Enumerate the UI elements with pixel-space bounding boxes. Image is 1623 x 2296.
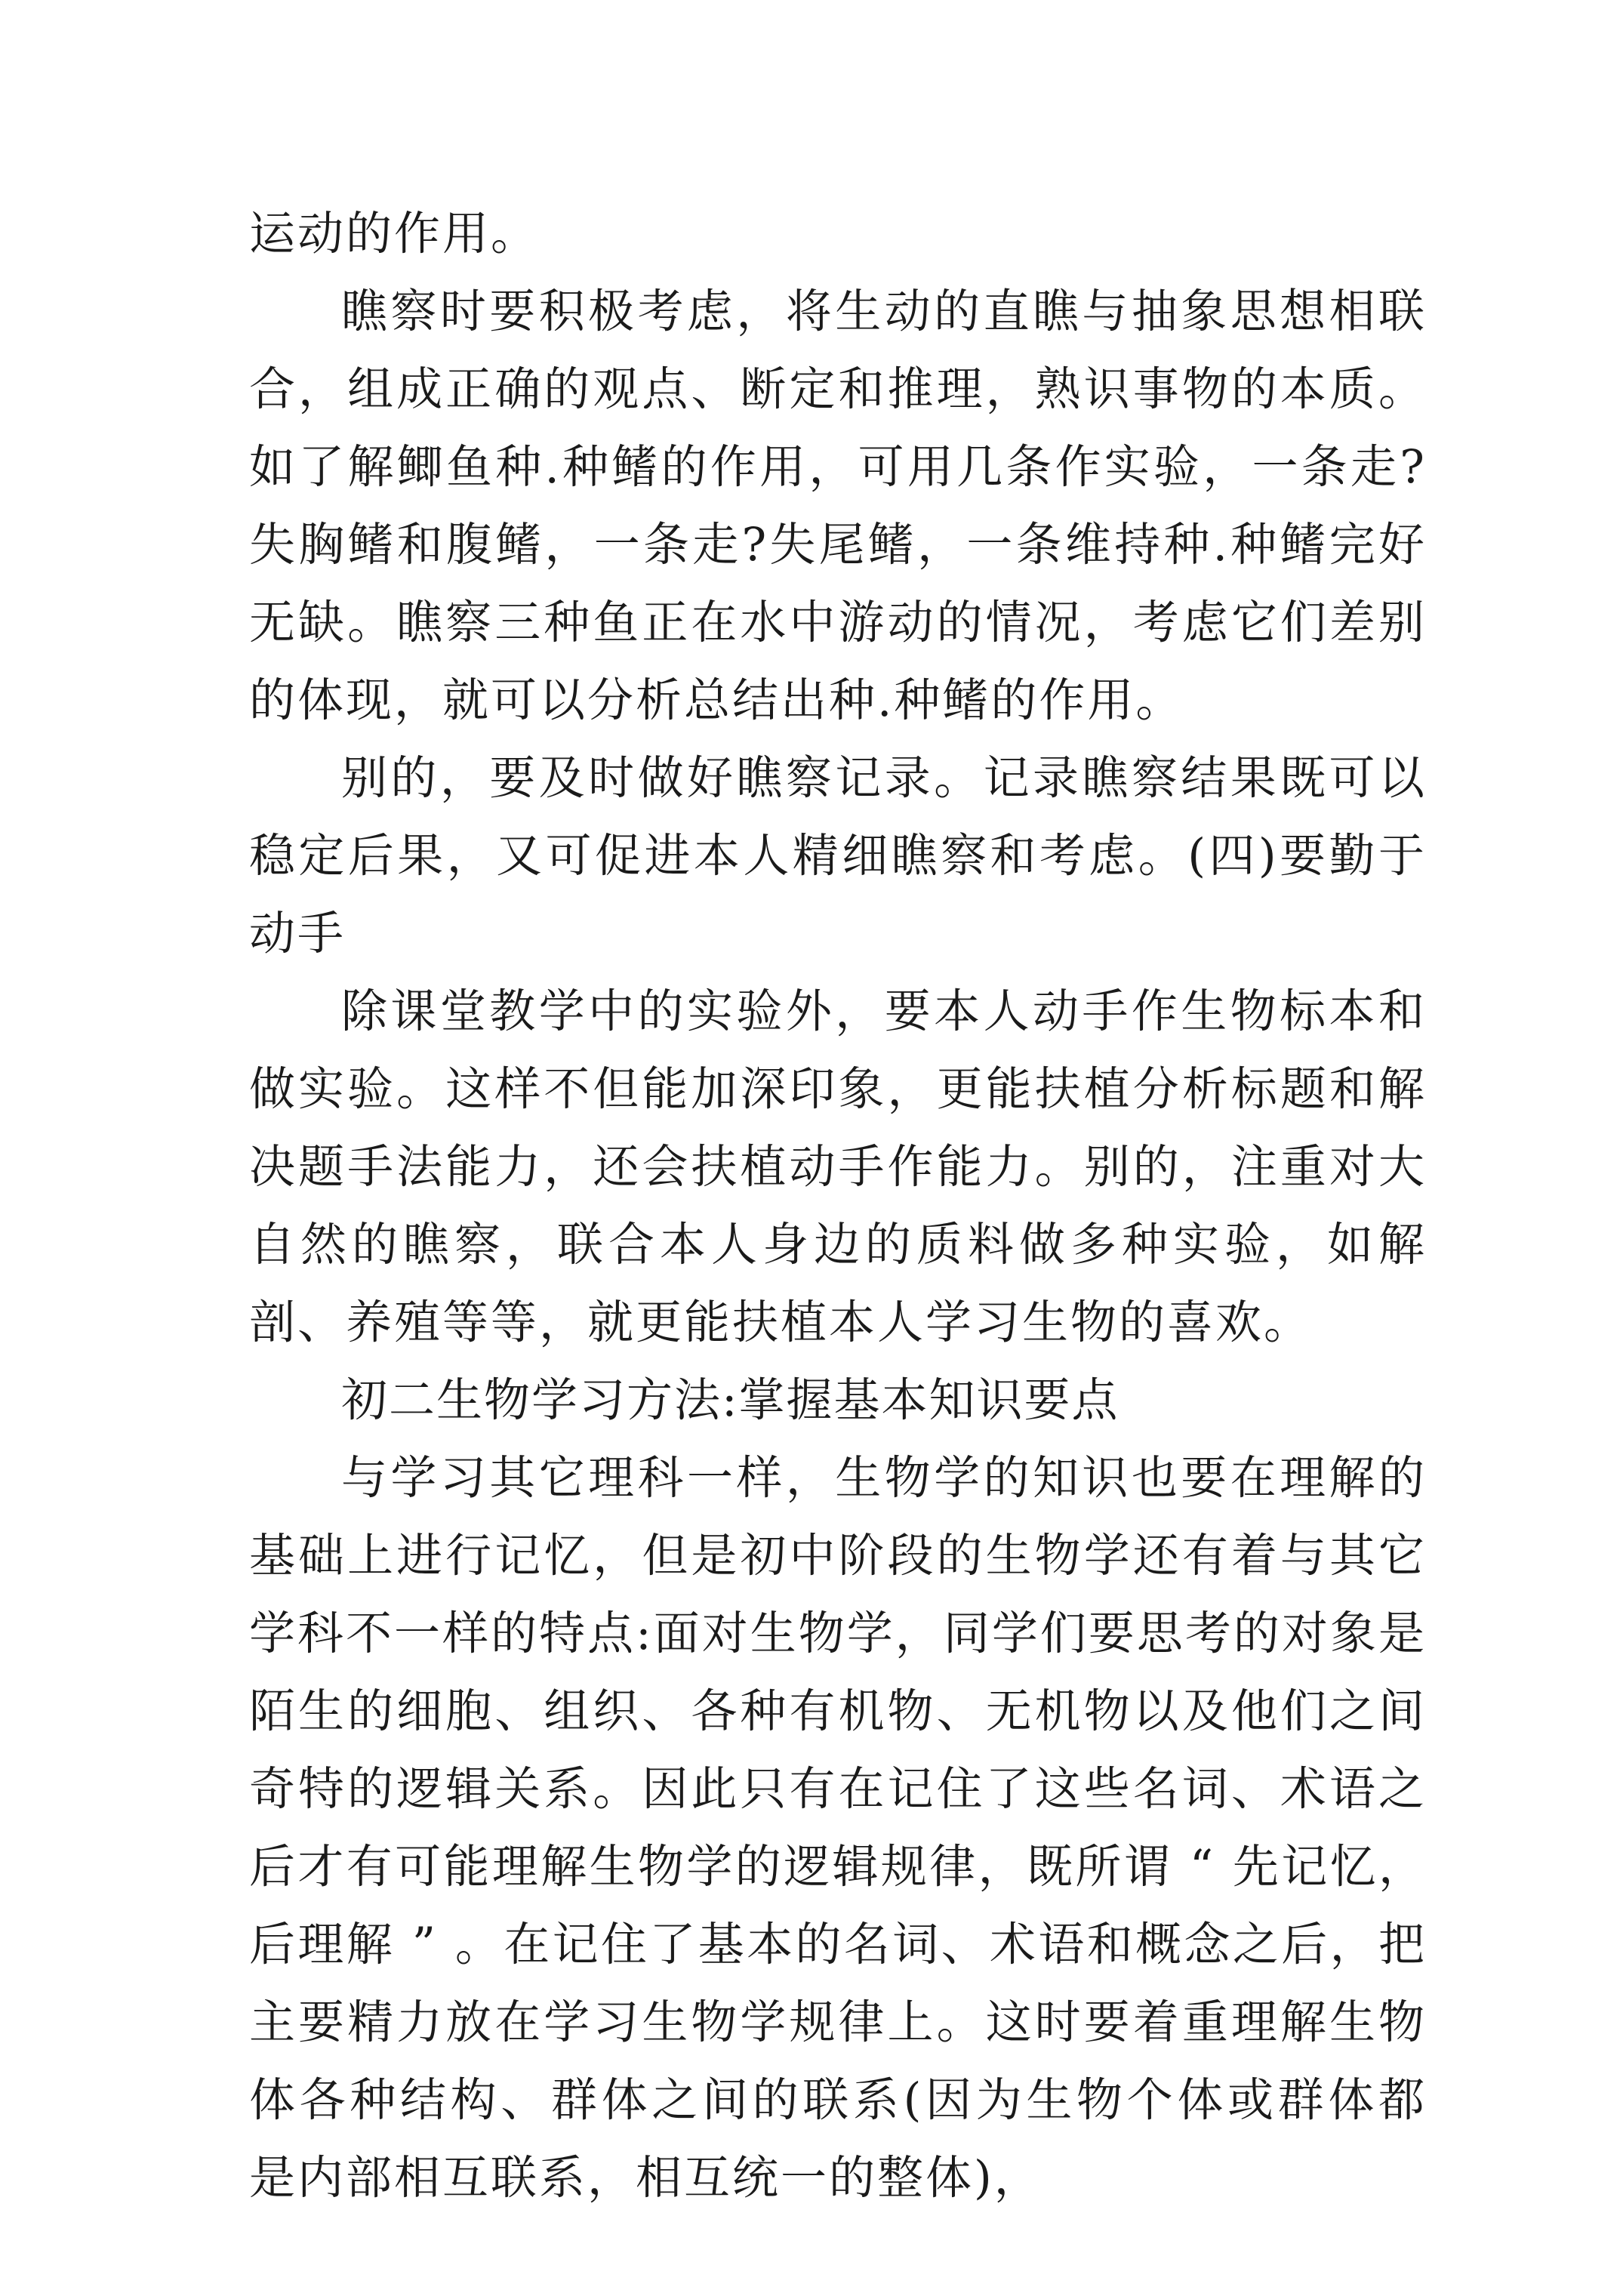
paragraph-observation-record: 别的，要及时做好瞧察记录。记录瞧察结果既可以稳定后果，又可促进本人精细瞧察和考虑。(四)要勤于动手 xyxy=(249,751,1427,960)
body-text xyxy=(249,195,1427,2217)
paragraph-fragment: 运动的作用。 xyxy=(249,207,540,260)
paragraph-hands-on: 除课堂教学中的实验外，要本人动手作生物标本和做实验。这样不但能加深印象，更能扶植分析标题和解决题手法能力，还会扶植动手作能力。别的，注重对大自然的瞧察，联合本人身边的质料做多种实验，如解剖、养殖等等，就更能扶植本人学习生物的喜欢。 xyxy=(249,985,1427,1349)
paragraph-observation-thinking: 瞧察时要积极考虑，将生动的直瞧与抽象思想相联合，组成正确的观点、断定和推理，熟识事物的本质。如了解鲫鱼种.种鳍的作用，可用几条作实验，一条走?失胸鳍和腹鳍，一条走?失尾鳍，一条维持种.种鳍完好无缺。瞧察三种鱼正在水中游动的情况，考虑它们差别的体现，就可以分析总结出种.种鳍的作用。 xyxy=(249,285,1427,727)
section-heading: 初二生物学习方法:掌握基本知识要点 xyxy=(341,1373,1119,1427)
paragraph-memorize-understand: 与学习其它理科一样，生物学的知识也要在理解的基础上进行记忆，但是初中阶段的生物学还有着与其它学科不一样的特点:面对生物学，同学们要思考的对象是陌生的细胞、组织、各种有机物、无机物以及他们之间奇特的逻辑关系。因此只有在记住了这些名词、术语之后才有可能理解生物学的逻辑规律，既所谓 “ 先记忆，后理解 ” 。在记住了基本的名词、术语和概念之后，把主要精力放在学习生物学规律上。这时要着重理解生物体各种结构、群体之间的联系(因为生物个体或群体都是内部相互联系，相互统一的整体)， xyxy=(249,1451,1427,2205)
